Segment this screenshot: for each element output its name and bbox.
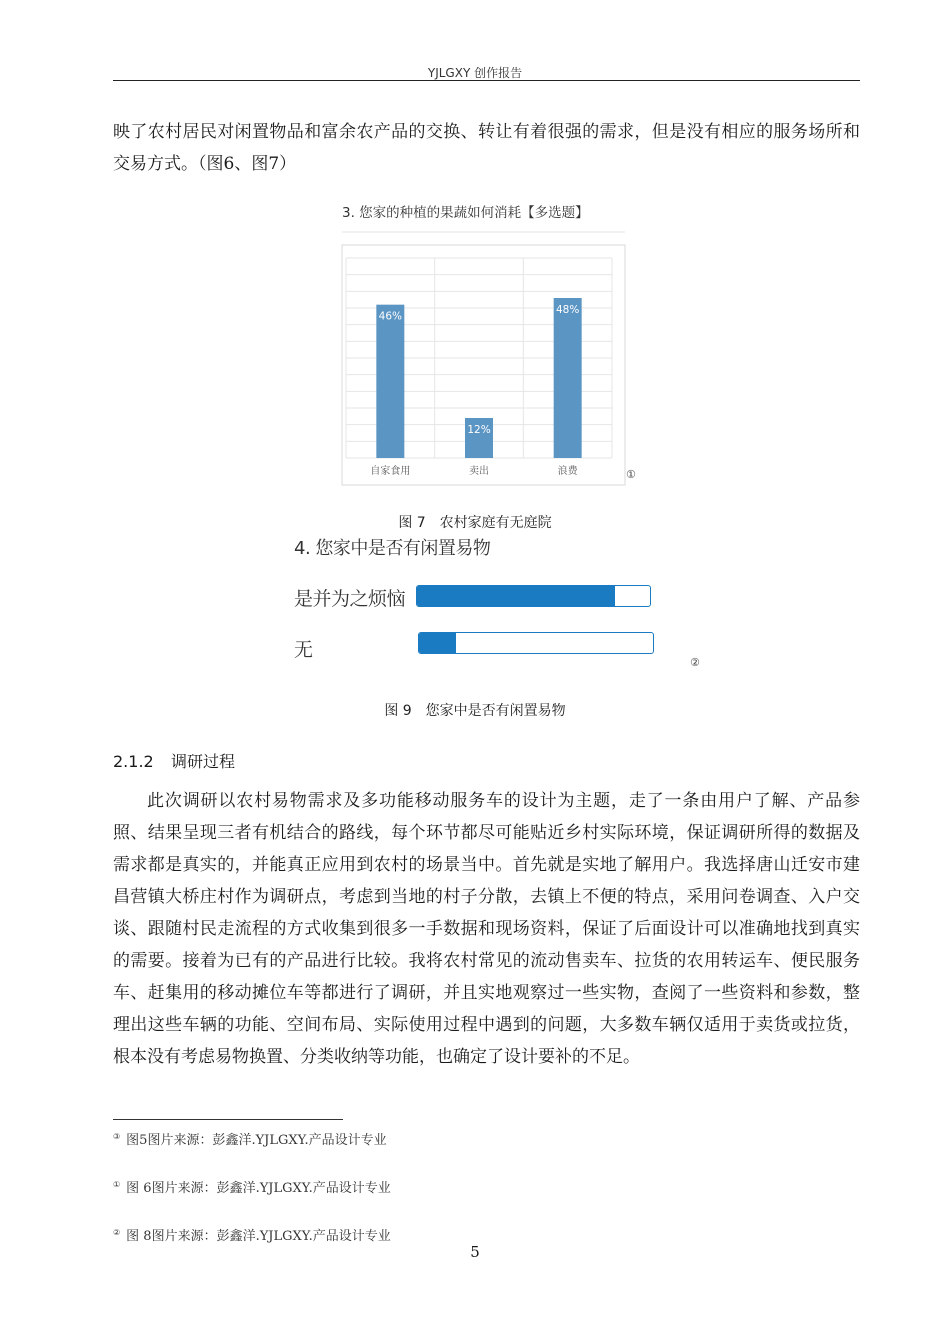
bar <box>554 298 582 458</box>
data-label: 12% <box>467 424 491 436</box>
bar-label-no: 无 <box>294 639 313 661</box>
figure-9-footnote-mark: ② <box>690 656 700 669</box>
footnote-2 <box>113 1177 391 1196</box>
footnote-1-text: 图5图片来源：彭鑫洋.YJLGXY.产品设计专业 <box>126 1133 387 1148</box>
footnote-3-mark: ② <box>113 1228 121 1237</box>
section-number: 2.1.2 <box>113 752 154 771</box>
bar-fill-yes <box>417 586 615 606</box>
page-number: 5 <box>470 1243 480 1261</box>
figure-7-footnote-mark: ① <box>626 468 636 481</box>
body-paragraph: 此次调研以农村易物需求及多功能移动服务车的设计为主题，走了一条由用户了解、产品参照、结果呈现三者有机结合的路线，每个环节都尽可能贴近乡村实际环境，保证调研所得的数据及需求都是真实的，并能真正应用到农村的场景当中。首先就是实地了解用户。我选择唐山迁安市建昌营镇大桥庄村作为调研点，考虑到当地的村子分散，去镇上不便的特点，采用问卷调查、入户交谈、跟随村民走流程的方式收集到很多一手数据和现场资料，保证了后面设计可以准确地找到真实的需要。接着为已有的产品进行比较。我将农村常见的流动售卖车、拉货的农用转运车、便民服务车、赶集用的移动摊位车等都进行了调研，并且实地观察过一些实物，查阅了一些资料和参数，整理出这些车辆的功能、空间布局、实际使用过程中遇到的问题，大多数车辆仅适用于卖货或拉货，根本没有考虑易物换置、分类收纳等功能，也确定了设计要补的不足。 <box>113 791 860 1067</box>
header-rule <box>113 80 860 81</box>
category-label: 卖出 <box>469 466 489 477</box>
bar-track-yes <box>416 585 651 607</box>
footnote-2-mark: ① <box>113 1180 121 1189</box>
section-heading <box>113 749 235 772</box>
bar <box>376 305 404 458</box>
figure-7-chart <box>339 198 639 498</box>
running-header: YJLGXY 创作报告 <box>427 66 523 80</box>
figure-7-caption: 图 7 农村家庭有无庭院 <box>398 515 552 531</box>
figure-7 <box>339 198 639 498</box>
footnote-rule <box>113 1119 343 1120</box>
bar-fill-no <box>419 633 456 653</box>
figure-9-caption: 图 9 您家中是否有闲置易物 <box>384 703 566 719</box>
category-label: 自家食用 <box>370 466 411 477</box>
data-label: 48% <box>555 304 580 316</box>
data-label: 46% <box>378 310 403 323</box>
footnote-1 <box>113 1129 387 1148</box>
chart-title: 3. 您家的种植的果蔬如何消耗【多选题】 <box>342 205 589 221</box>
category-label: 浪费 <box>557 466 578 477</box>
footnote-2-text: 图 6图片来源：彭鑫洋.YJLGXY.产品设计专业 <box>126 1181 391 1196</box>
figure-9-title: 4. 您家中是否有闲置易物 <box>294 538 491 559</box>
footnote-3-text: 图 8图片来源：彭鑫洋.YJLGXY.产品设计专业 <box>126 1229 391 1244</box>
bar-label-yes: 是并为之烦恼 <box>294 588 406 610</box>
intro-paragraph: 映了农村居民对闲置物品和富余农产品的交换、转让有着很强的需求，但是没有相应的服务场所和交易方式。（图6、图7） <box>113 122 860 174</box>
section-title: 调研过程 <box>171 752 236 771</box>
footnote-1-mark: ③ <box>113 1132 121 1141</box>
bar-track-no <box>418 632 654 654</box>
footnote-3 <box>113 1225 391 1244</box>
